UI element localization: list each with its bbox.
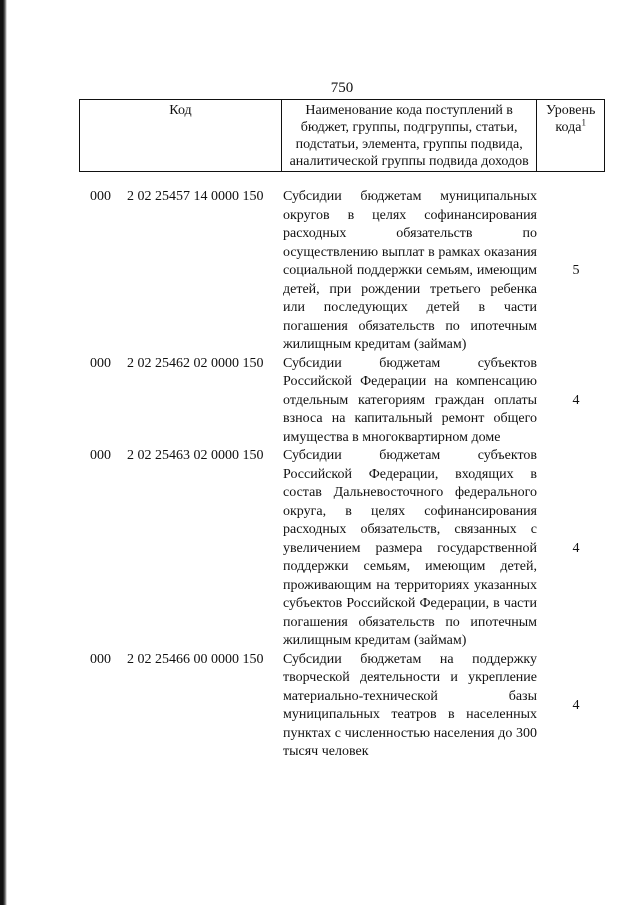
header-name: Наименование кода поступлений в бюджет, группы, подгруппы, статьи, подстатьи, элемента, группы подвида, аналитической группы подвида доходов (281, 100, 536, 172)
row-prefix: 000 (90, 189, 111, 204)
row-name: Субсидии бюджетам на поддержку творческой деятельности и укрепление материально-технической базы муниципальных театров в населенных пунктах с численностью населения до 300 тысяч человек (283, 651, 537, 759)
row-name: Субсидии бюджетам муниципальных округов в целях софинансирования расходных обязательств по осуществлению выплат в рамках оказания социальной поддержки семьям, имеющим детей, при рождении третьего ребенка или последующих детей в части погашения обязательств по ипотечным жилищным кредитам (займам) (283, 189, 537, 352)
table-header (79, 99, 605, 172)
table-row (0, 651, 640, 762)
row-prefix: 000 (90, 355, 111, 371)
row-code: 2 02 25466 00 0000 150 (127, 651, 264, 667)
code-table-body (0, 188, 640, 762)
header-code: Код (80, 100, 282, 172)
table-row (0, 355, 640, 448)
row-level: 4 (572, 540, 580, 556)
row-code: 2 02 25463 02 0000 150 (127, 448, 264, 463)
row-level: 4 (572, 698, 580, 713)
row-prefix: 000 (90, 448, 111, 463)
header-level (537, 100, 605, 172)
row-prefix: 000 (90, 651, 111, 667)
row-code: 2 02 25462 02 0000 150 (127, 355, 264, 371)
row-level: 5 (572, 263, 580, 279)
table-row (0, 188, 640, 355)
row-name: Субсидии бюджетам субъектов Российской Федерации, входящих в состав Дальневосточного федерального округа, в целях софинансирования расходных обязательств, связанных с увеличением размера государственной поддержки семьям, имеющим детей, проживающим на территориях указанных субъектов Российской Федерации, в части погашения обязательств по ипотечным жилищным кредитам (займам) (283, 448, 537, 648)
table-row (0, 447, 640, 651)
header-level-label: Уровень кода (546, 103, 596, 135)
page-number: 750 (330, 80, 354, 96)
row-level: 4 (572, 392, 580, 408)
row-code: 2 02 25457 14 0000 150 (127, 189, 264, 204)
row-name: Субсидии бюджетам субъектов Российской Федерации на компенсацию отдельным категориям граждан оплаты взноса на капитальный ремонт общего имущества в многоквартирном доме (283, 355, 537, 445)
header-level-footnote: 1 (581, 117, 586, 128)
